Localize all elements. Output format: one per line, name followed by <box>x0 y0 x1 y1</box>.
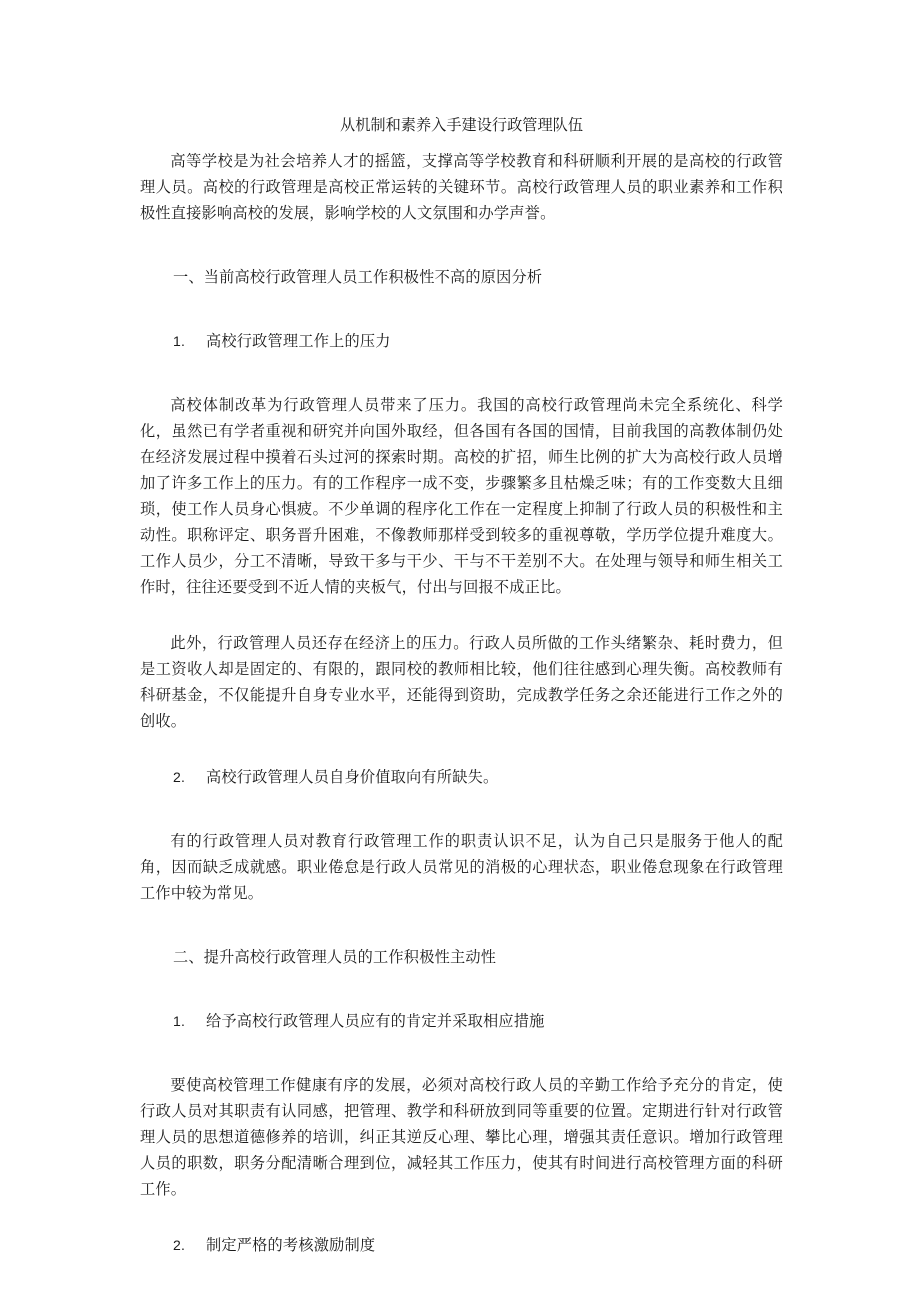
section-2-sub-2-heading <box>140 1232 783 1258</box>
section-1-heading: 一、当前高校行政管理人员工作积极性不高的原因分析 <box>173 268 543 286</box>
section-2-sub-2-number: 2. <box>173 1237 186 1253</box>
section-1-sub-2-heading <box>140 764 783 790</box>
spacer <box>140 600 783 630</box>
section-1-sub-2-number: 2. <box>173 769 186 785</box>
spacer <box>140 226 783 264</box>
spacer <box>140 354 783 392</box>
section-2-sub-1-number: 1. <box>173 1013 186 1029</box>
section-1-sub-1-number: 1. <box>173 333 186 349</box>
section-1-sub-1-heading <box>140 328 783 354</box>
spacer <box>140 734 783 764</box>
section-2-sub-1-title: 给予高校行政管理人员应有的肯定并采取相应措施 <box>206 1012 545 1030</box>
section-2-sub-1-heading <box>140 1008 783 1034</box>
section-2-sub-1-paragraph-1: 要使高校管理工作健康有序的发展，必须对高校行政人员的辛勤工作给予充分的肯定，使行政人员对其职责有认同感，把管理、教学和科研放到同等重要的位置。定期进行针对行政管理人员的思想道德修养的培训，纠正其逆反心理、攀比心理，增强其责任意识。增加行政管理人员的职数，职务分配清晰合理到位，减轻其工作压力，使其有时间进行高校管理方面的科研工作。 <box>140 1076 783 1198</box>
section-1-sub-2-paragraph-1: 有的行政管理人员对教育行政管理工作的职责认识不足，认为自己只是服务于他人的配角，因而缺乏成就感。职业倦怠是行政人员常见的消极的心理状态，职业倦怠现象在行政管理工作中较为常见。 <box>140 832 783 902</box>
section-1-sub-2-title: 高校行政管理人员自身价值取向有所缺失。 <box>206 768 499 786</box>
section-1-sub-1-paragraph-1: 高校体制改革为行政管理人员带来了压力。我国的高校行政管理尚未完全系统化、科学化，虽然已有学者重视和研究并向国外取经，但各国有各国的国情，目前我国的高教体制仍处在经济发展过程中摸着石头过河的探索时期。高校的扩招，师生比例的扩大为高校行政人员增加了许多工作上的压力。有的工作程序一成不变，步骤繁多且枯燥乏味；有的工作变数大且细琐，使工作人员身心惧疲。不少单调的程序化工作在一定程度上抑制了行政人员的积极性和主动性。职称评定、职务晋升困难，不像教师那样受到较多的重视尊敬，学历学位提升难度大。工作人员少，分工不清晰，导致干多与干少、干与不干差别不大。在处理与领导和师生相关工作时，往往还要受到不近人情的夹板气，付出与回报不成正比。 <box>140 396 783 596</box>
spacer <box>140 790 783 828</box>
section-2-heading: 二、提升高校行政管理人员的工作积极性主动性 <box>173 948 497 966</box>
section-1-sub-1-title: 高校行政管理工作上的压力 <box>206 332 391 350</box>
spacer <box>140 906 783 944</box>
section-2-sub-2-title: 制定严格的考核激励制度 <box>206 1236 376 1254</box>
spacer <box>140 970 783 1008</box>
spacer <box>140 1202 783 1232</box>
section-1-sub-1-paragraph-2: 此外，行政管理人员还存在经济上的压力。行政人员所做的工作头绪繁杂、耗时费力，但是工资收人却是固定的、有限的，跟同校的教师相比较，他们往往感到心理失衡。高校教师有科研基金，不仅能提升自身专业水平，还能得到资助，完成教学任务之余还能进行工作之外的创收。 <box>140 634 783 730</box>
spacer <box>140 290 783 328</box>
intro-paragraph: 高等学校是为社会培养人才的摇篮，支撑高等学校教育和科研顺利开展的是高校的行政管理人员。高校的行政管理是高校正常运转的关键环节。高校行政管理人员的职业素养和工作积极性直接影响高校的发展，影响学校的人文氛围和办学声誉。 <box>140 152 783 222</box>
spacer <box>140 1034 783 1072</box>
document-page <box>140 112 783 1258</box>
document-title: 从机制和素养入手建设行政管理队伍 <box>340 116 583 134</box>
